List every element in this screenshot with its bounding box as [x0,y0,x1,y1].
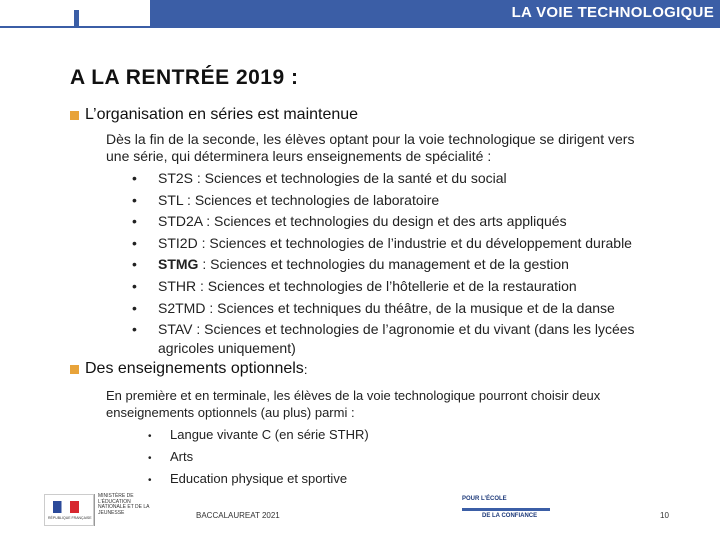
logo-line2: DE LA CONFIANCE [482,513,538,519]
section2-intro-line2: enseignements optionnels (au plus) parmi : [106,405,355,420]
series-code: STD2A [158,213,203,229]
series-code: ST2S [158,170,194,186]
series-code: STHR [158,278,197,294]
bullet-icon: • [148,475,152,486]
header-title: LA VOIE TECHNOLOGIQUE [511,4,714,21]
french-flag-icon [53,501,79,513]
series-desc: : Sciences et technologies de l’industrie et du développement durable [197,235,632,251]
series-desc: : Sciences et technologies de laboratoire [183,192,440,208]
bullet-icon: • [148,431,152,442]
bullet-icon: • [132,321,137,337]
section2-intro [106,387,691,421]
logo-bar [462,508,550,511]
list-item [132,256,569,273]
footer-divider [94,494,95,526]
section1-heading: L’organisation en séries est maintenue [85,106,359,123]
series-desc: : Sciences et technologies du management et de la gestion [198,256,569,272]
bullet-icon: • [132,278,137,294]
series-desc: : Sciences et technologies de l’hôtellerie et de la restauration [196,278,577,294]
series-desc: : Sciences et techniques du théâtre, de la musique et de la danse [205,300,615,316]
section2-heading-suffix: : [303,361,308,377]
list-item [132,170,507,187]
list-item [148,471,347,486]
square-bullet-icon [70,365,79,374]
section1-heading-row [70,106,358,124]
logo-mark-icon [74,10,79,28]
bullet-icon: • [132,235,137,251]
list-item [132,300,615,317]
list-item [132,192,439,209]
republic-logo [44,494,94,526]
series-desc: : Sciences et technologies du design et des arts appliqués [202,213,567,229]
series-code: STAV [158,321,193,337]
section2-heading: Des enseignements optionnels [85,360,304,377]
list-item [148,449,193,464]
option-label: Langue vivante C (en série STHR) [170,427,369,442]
series-code: S2TMD [158,300,206,316]
list-item-continuation: agricoles uniquement) [158,340,296,356]
section2-intro-line1: En première et en terminale, les élèves de la voie technologique pourront choisir deux [106,388,601,403]
section1-intro-line2: une série, qui déterminera leurs enseignements de spécialité : [106,148,492,164]
option-label: Education physique et sportive [170,471,348,486]
series-code: STL [158,192,184,208]
list-item [132,235,632,252]
bullet-icon: • [132,170,137,186]
bullet-icon: • [132,213,137,229]
list-item [132,321,635,338]
footer-caption: BACCALAUREAT 2021 [196,511,280,520]
section1-intro-line1: Dès la fin de la seconde, les élèves optant pour la voie technologique se dirigent vers [106,131,635,147]
ecole-confiance-logo [462,496,552,522]
square-bullet-icon [70,111,79,120]
list-item [132,213,567,230]
series-desc: : Sciences et technologies de la santé et du social [193,170,507,186]
slide-title: A LA RENTRÉE 2019 : [70,66,299,89]
series-code: STI2D [158,235,198,251]
ministry-name: MINISTÈRE DE L’ÉDUCATION NATIONALE ET DE LA JEUNESSE [98,493,150,516]
bullet-icon: • [132,300,137,316]
list-item [148,427,369,442]
logo-line1: POUR L’ÉCOLE [462,496,507,502]
section2-heading-row [70,360,307,378]
republic-text: RÉPUBLIQUE FRANÇAISE [48,516,92,520]
series-desc: : Sciences et technologies de l’agronomie et du vivant (dans les lycées [192,321,635,337]
series-code: STMG [158,256,199,272]
list-item [132,278,577,295]
option-label: Arts [170,449,194,464]
bullet-icon: • [148,453,152,464]
section1-intro [106,131,691,165]
bullet-icon: • [132,256,137,272]
bullet-icon: • [132,192,137,208]
page-number: 10 [660,511,669,520]
